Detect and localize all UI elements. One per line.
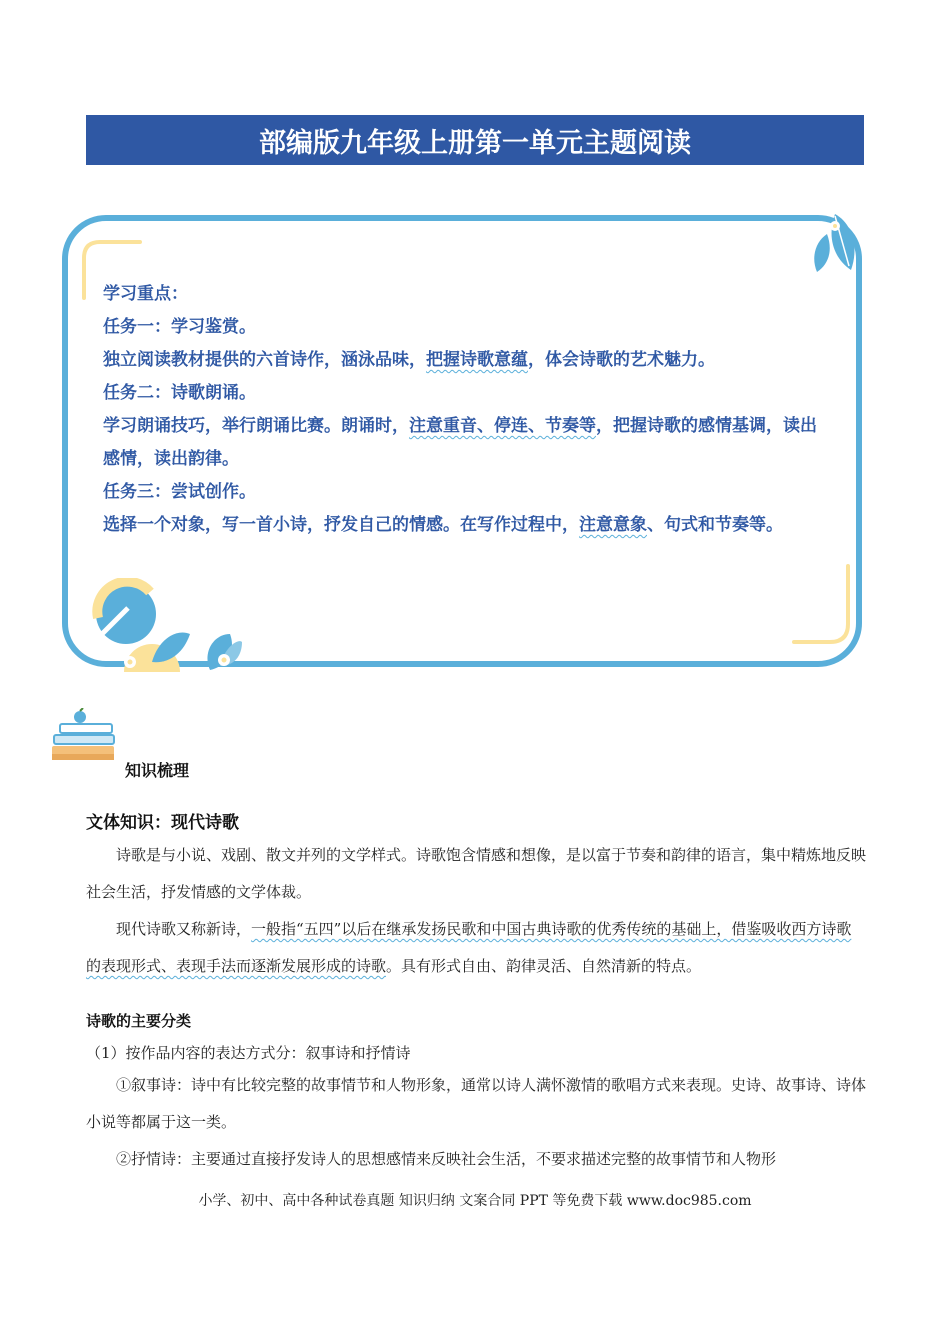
tasks-heading: 学习重点： — [103, 284, 188, 304]
task1-text-b: 把握诗歌意蕴 — [426, 350, 528, 370]
task1-text — [103, 344, 833, 377]
paragraph-2-b: 一般指“五四”以后在继承发扬民歌和中国古典诗歌的优秀传统的基础上，借鉴吸收西方诗歌的表现形式、表现手法而逐渐发展形成的诗歌 — [86, 920, 852, 975]
paragraph-2-a: 现代诗歌又称新诗， — [116, 920, 252, 938]
genre-paragraphs — [86, 837, 866, 985]
task2-text-c: ，把握诗歌的感情基调，读出感情，读出韵律。 — [103, 416, 817, 469]
task3-text-a: 选择一个对象，写一首小诗，抒发自己的情感。在写作过程中， — [103, 515, 579, 535]
classification-heading: 诗歌的主要分类 — [86, 1012, 192, 1030]
task3-title: 任务三：尝试创作。 — [103, 482, 256, 502]
paragraph-2 — [86, 911, 866, 985]
task2-text-b: 注意重音、停连、节奏等 — [409, 416, 596, 436]
narrative-poetry: ①叙事诗：诗中有比较完整的故事情节和人物形象，通常以诗人满怀激情的歌唱方式来表现。史诗、故事诗、诗体小说等都属于这一类。 — [86, 1076, 867, 1131]
lyric-poetry: ②抒情诗：主要通过直接抒发诗人的思想感情来反映社会生活，不要求描述完整的故事情节和人物形 — [116, 1150, 777, 1168]
leaf-top-right-icon — [805, 208, 867, 274]
paragraph-2-c: 。具有形式自由、韵律灵活、自然清新的特点。 — [386, 957, 702, 975]
task1-title: 任务一：学习鉴赏。 — [103, 317, 256, 337]
task3-text — [103, 509, 833, 542]
task2-text-a: 学习朗诵技巧，举行朗诵比赛。朗诵时， — [103, 416, 409, 436]
learning-tasks — [103, 278, 833, 542]
corner-bracket-bottom-right — [790, 562, 854, 648]
task1-text-c: ，体会诗歌的艺术魅力。 — [528, 350, 715, 370]
classification-details — [86, 1067, 866, 1178]
classification-item-1: （1）按作品内容的表达方式分：叙事诗和抒情诗 — [86, 1044, 411, 1062]
footer: 小学、初中、高中各种试卷真题 知识归纳 文案合同 PPT 等免费下载 www.doc985.com — [198, 1193, 752, 1209]
task3-text-b: 注意意象 — [579, 515, 647, 535]
task3-text-c: 、句式和节奏等。 — [647, 515, 783, 535]
task2-title: 任务二：诗歌朗诵。 — [103, 383, 256, 403]
genre-heading: 文体知识：现代诗歌 — [86, 813, 239, 833]
section-heading: 知识梳理 — [125, 761, 190, 780]
plant-decoration-icon — [92, 578, 252, 674]
task2-text — [103, 410, 833, 476]
paragraph-1: 诗歌是与小说、戏剧、散文并列的文学样式。诗歌饱含情感和想像，是以富于节奏和韵律的语言，集中精炼地反映社会生活，抒发情感的文学体裁。 — [86, 846, 867, 901]
page-title: 部编版九年级上册第一单元主题阅读 — [86, 115, 864, 165]
task1-text-a: 独立阅读教材提供的六首诗作，涵泳品味， — [103, 350, 426, 370]
books-icon — [50, 708, 122, 766]
